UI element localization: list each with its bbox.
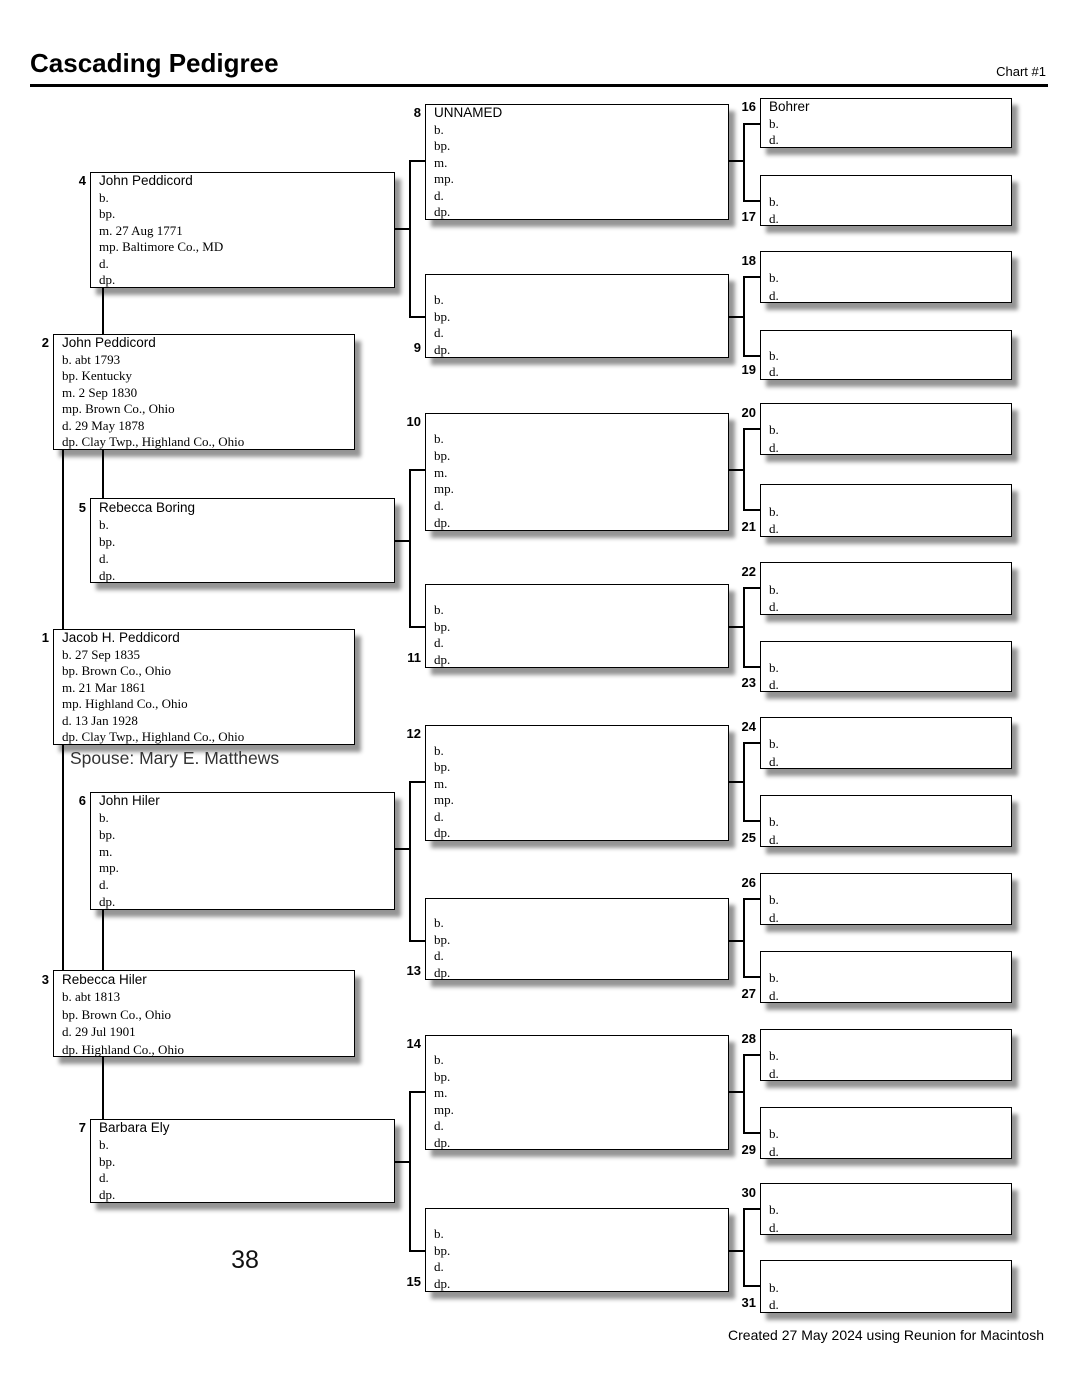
footer-created-note: Created 27 May 2024 using Reunion for Macintosh [728, 1327, 1044, 1343]
person-field-line: dp. [99, 1187, 116, 1203]
person-field-line: b. [769, 1126, 779, 1142]
person-field-line: b. [769, 581, 779, 597]
person-number-30: 30 [741, 1185, 756, 1200]
person-box-30 [760, 1183, 1012, 1235]
person-field-line: d. [769, 287, 779, 303]
person-field-line: mp. [434, 481, 454, 497]
descent-line [102, 910, 104, 970]
person-field-line: b. [769, 1048, 779, 1064]
person-field-line: d. [769, 987, 779, 1003]
mother-stub-line [743, 666, 760, 668]
person-box-6 [90, 792, 395, 910]
child-connector-line [729, 160, 743, 162]
mother-stub-line [743, 200, 760, 202]
mother-stub-line [743, 976, 760, 978]
person-number-17: 17 [741, 209, 756, 224]
person-field-line: m. 2 Sep 1830 [62, 384, 138, 400]
person-number-28: 28 [741, 1031, 756, 1046]
person-field-line: m. 21 Mar 1861 [62, 679, 146, 695]
person-number-14: 14 [406, 1036, 421, 1051]
person-field-line: m. [99, 843, 113, 859]
person-number-10: 10 [406, 414, 421, 429]
person-box-15 [425, 1208, 729, 1292]
person-field-line: dp. [434, 825, 451, 841]
person-field-line: b. [434, 915, 444, 931]
parent-bracket-line [743, 428, 745, 511]
person-box-31 [760, 1260, 1012, 1313]
person-name [761, 485, 1011, 503]
person-number-1: 1 [41, 630, 49, 645]
person-number-5: 5 [78, 500, 86, 515]
person-box-28 [760, 1029, 1012, 1081]
person-box-9 [425, 274, 729, 358]
person-field-line: b. [769, 970, 779, 986]
person-number-16: 16 [741, 99, 756, 114]
person-number-3: 3 [41, 972, 49, 987]
person-box-24 [760, 717, 1012, 769]
person-field-line: d. [769, 1065, 779, 1081]
person-name [761, 796, 1011, 813]
person-number-22: 22 [741, 564, 756, 579]
person-field-line: b. [769, 736, 779, 752]
father-stub-line [743, 428, 760, 430]
person-field-line: d. [434, 1259, 444, 1275]
person-name [761, 176, 1011, 193]
person-field-line: b. [434, 121, 444, 137]
person-field-line: dp. [99, 272, 116, 288]
person-name [761, 563, 1011, 581]
mother-stub-line [743, 509, 760, 511]
person-name [761, 1108, 1011, 1125]
person-field-line: b. [99, 517, 109, 532]
father-stub-line [409, 160, 425, 162]
person-box-17 [760, 175, 1012, 226]
mother-stub-line [409, 626, 425, 628]
person-field-line: d. [769, 521, 779, 537]
person-field-line: d. [769, 364, 779, 380]
person-field-line: d. [769, 132, 779, 148]
person-number-2: 2 [41, 335, 49, 350]
person-name [761, 952, 1011, 969]
father-stub-line [743, 1054, 760, 1056]
person-field-line: d. [769, 753, 779, 769]
person-field-line: b. [99, 1136, 109, 1152]
person-field-line: mp. [434, 1101, 454, 1117]
mother-stub-line [409, 316, 425, 318]
person-field-line: b. [769, 892, 779, 908]
person-name [761, 718, 1011, 735]
person-box-27 [760, 951, 1012, 1003]
child-connector-line [729, 626, 743, 628]
child-connector-line [729, 940, 743, 942]
descent-line [102, 1057, 104, 1119]
person-field-line: d. [769, 677, 779, 692]
person-field-line: d. [99, 877, 109, 893]
child-connector-line [729, 316, 743, 318]
parent-bracket-line [409, 781, 411, 942]
person-box-10 [425, 413, 729, 531]
person-box-19 [760, 330, 1012, 380]
parent-bracket-line [409, 469, 411, 628]
father-stub-line [743, 587, 760, 589]
person-box-23 [760, 641, 1012, 692]
person-field-line: dp. [434, 652, 451, 668]
person-name [426, 1209, 728, 1226]
person-field-line: bp. [434, 931, 451, 947]
father-stub-line [743, 123, 760, 125]
mother-stub-line [743, 820, 760, 822]
person-field-line: dp. [99, 894, 116, 910]
person-field-line: dp. [434, 342, 451, 358]
person-field-line: mp. [99, 860, 119, 876]
person-name [426, 1036, 728, 1052]
person-number-11: 11 [407, 650, 421, 666]
person-field-line: bp. [99, 534, 116, 549]
person-field-line: dp. [434, 964, 451, 980]
person-field-line: d. [99, 255, 109, 271]
person-box-11 [425, 584, 729, 668]
child-connector-line [395, 848, 409, 850]
child-connector-line [729, 781, 743, 783]
person-field-line: d. 29 Jul 1901 [62, 1024, 136, 1040]
person-name [426, 275, 728, 292]
person-box-21 [760, 484, 1012, 537]
father-stub-line [743, 898, 760, 900]
person-field-line: b. [434, 601, 444, 617]
person-field-line: bp. [99, 206, 116, 222]
person-number-26: 26 [741, 875, 756, 890]
person-number-21: 21 [741, 519, 756, 535]
parent-bracket-line [409, 160, 411, 318]
person-field-line: b. 27 Sep 1835 [62, 646, 140, 662]
person-field-line: b. [769, 814, 779, 830]
mother-stub-line [743, 1132, 760, 1134]
mother-stub-line [743, 1285, 760, 1287]
person-number-20: 20 [741, 405, 756, 420]
person-number-13: 13 [406, 962, 421, 978]
person-field-line: dp. [434, 1276, 451, 1292]
person-field-line: b. [434, 1052, 444, 1068]
person-field-line: d. [434, 1118, 444, 1134]
person-name: Rebecca Boring [99, 500, 196, 515]
person-field-line: m. [434, 464, 448, 480]
person-field-line: mp. [434, 171, 454, 187]
person-box-3 [53, 970, 355, 1057]
descent-line [102, 288, 104, 334]
person-box-14 [425, 1035, 729, 1150]
parent-bracket-line [743, 1208, 745, 1287]
person-name [761, 1030, 1011, 1047]
person-field-line: bp. [434, 308, 451, 324]
person-name [426, 726, 728, 743]
person-name [426, 414, 728, 431]
person-field-line: b. [769, 347, 779, 363]
person-name [761, 252, 1011, 269]
person-field-line: bp. [434, 618, 451, 634]
person-box-25 [760, 795, 1012, 847]
person-number-29: 29 [741, 1141, 756, 1157]
person-field-line: d. [769, 1143, 779, 1159]
person-box-4 [90, 172, 395, 288]
person-field-line: d. 13 Jan 1928 [62, 712, 138, 728]
person-field-line: dp. [434, 515, 451, 531]
person-field-line: b. [434, 291, 444, 307]
child-connector-line [395, 540, 409, 542]
person-field-line: mp. [434, 792, 454, 808]
person-field-line: d. [434, 635, 444, 651]
person-name: Bohrer [769, 99, 810, 114]
person-name [761, 331, 1011, 348]
person-field-line: bp. [434, 138, 451, 154]
person-field-line: mp. Highland Co., Ohio [62, 696, 188, 712]
person-field-line: mp. Baltimore Co., MD [99, 239, 224, 255]
person-number-27: 27 [741, 985, 756, 1001]
person-field-line: mp. Brown Co., Ohio [62, 401, 175, 417]
person-box-13 [425, 898, 729, 980]
person-name [426, 899, 728, 915]
person-name: John Peddicord [62, 335, 156, 350]
person-name: Jacob H. Peddicord [62, 630, 180, 645]
child-connector-line [395, 1161, 409, 1163]
person-field-line: b. [769, 115, 779, 131]
person-field-line: bp. [434, 447, 451, 463]
page-title: Cascading Pedigree [30, 48, 279, 78]
person-field-line: b. [769, 194, 779, 209]
father-stub-line [409, 1091, 425, 1093]
person-field-line: dp. Clay Twp., Highland Co., Ohio [62, 729, 245, 745]
person-field-line: b. [769, 270, 779, 286]
person-field-line: d. [769, 831, 779, 847]
person-name [761, 404, 1011, 421]
chart-number-label: Chart #1 [996, 64, 1046, 79]
person-field-line: dp. [99, 568, 116, 583]
person-field-line: b. abt 1793 [62, 351, 121, 367]
person-box-8 [425, 104, 729, 220]
father-stub-line [743, 276, 760, 278]
person-number-7: 7 [78, 1120, 86, 1135]
person-field-line: d. [434, 948, 444, 964]
person-field-line: d. [434, 808, 444, 824]
person-number-12: 12 [406, 726, 421, 741]
person-field-line: dp. Highland Co., Ohio [62, 1041, 185, 1057]
person-name: John Hiler [99, 793, 160, 808]
person-field-line: d. [434, 325, 444, 341]
person-field-line: d. [769, 439, 779, 455]
person-name [761, 874, 1011, 891]
person-name [761, 1261, 1011, 1279]
father-stub-line [743, 742, 760, 744]
person-box-7 [90, 1119, 395, 1203]
person-field-line: bp. Brown Co., Ohio [62, 1006, 172, 1022]
person-field-line: d. [434, 187, 444, 203]
child-connector-line [729, 469, 743, 471]
spouse-note: Spouse: Mary E. Matthews [70, 748, 280, 768]
person-field-line: b. [99, 809, 109, 825]
person-box-16 [760, 98, 1012, 148]
title-rule [30, 84, 1048, 87]
person-box-20 [760, 403, 1012, 455]
person-box-18 [760, 251, 1012, 303]
person-field-line: dp. [434, 204, 451, 220]
person-field-line: bp. [99, 1153, 116, 1169]
person-field-line: d. [434, 498, 444, 514]
person-field-line: bp. Brown Co., Ohio [62, 663, 172, 679]
person-field-line: b. [434, 430, 444, 446]
person-name [761, 1184, 1011, 1201]
person-number-24: 24 [741, 719, 756, 734]
person-field-line: bp. [434, 1068, 451, 1084]
person-field-line: m. [434, 1085, 448, 1101]
person-field-line: dp. Clay Twp., Highland Co., Ohio [62, 434, 245, 450]
person-field-line: b. [99, 189, 109, 205]
person-field-line: b. abt 1813 [62, 989, 121, 1005]
person-field-line: bp. [99, 826, 116, 842]
parent-bracket-line [743, 276, 745, 357]
person-box-2 [53, 334, 355, 450]
person-field-line: d. [769, 211, 779, 226]
person-number-19: 19 [741, 362, 756, 378]
person-field-line: d. [769, 909, 779, 925]
person-field-line: m. [434, 775, 448, 791]
person-field-line: d. [769, 1219, 779, 1235]
person-box-29 [760, 1107, 1012, 1159]
person-field-line: b. [769, 660, 779, 675]
person-number-6: 6 [78, 793, 86, 808]
person-number-25: 25 [741, 829, 756, 845]
person-field-line: bp. [434, 1242, 451, 1258]
descent-line [102, 450, 104, 498]
person-number-31: 31 [741, 1295, 756, 1311]
person-field-line: d. 29 May 1878 [62, 417, 145, 433]
person-field-line: bp. [434, 759, 451, 775]
person-number-23: 23 [741, 675, 756, 690]
person-name [761, 642, 1011, 659]
person-field-line: dp. [434, 1134, 451, 1150]
person-field-line: b. [769, 1279, 779, 1295]
person-box-5 [90, 498, 395, 583]
person-box-1 [53, 629, 355, 745]
mother-stub-line [409, 1250, 425, 1252]
person-field-line: b. [434, 1225, 444, 1241]
person-name: Barbara Ely [99, 1120, 170, 1135]
parent-bracket-line [743, 1054, 745, 1134]
person-field-line: m. 27 Aug 1771 [99, 222, 183, 238]
child-connector-line [729, 1091, 743, 1093]
person-box-12 [425, 725, 729, 841]
person-number-15: 15 [406, 1274, 421, 1290]
person-box-26 [760, 873, 1012, 925]
person-number-18: 18 [741, 253, 756, 268]
descent-line [62, 745, 64, 970]
parent-bracket-line [743, 123, 745, 202]
person-field-line: b. [769, 422, 779, 438]
parent-bracket-line [743, 898, 745, 978]
mother-stub-line [409, 940, 425, 942]
mother-stub-line [743, 355, 760, 357]
person-field-line: d. [769, 599, 779, 615]
person-field-line: m. [434, 154, 448, 170]
person-field-line: d. [99, 551, 109, 566]
person-name [426, 585, 728, 602]
person-box-22 [760, 562, 1012, 615]
child-connector-line [395, 228, 409, 230]
person-name: UNNAMED [434, 105, 503, 120]
parent-bracket-line [743, 587, 745, 668]
person-field-line: b. [434, 742, 444, 758]
child-connector-line [729, 1250, 743, 1252]
page-number: 38 [231, 1246, 259, 1274]
person-field-line: b. [769, 1202, 779, 1218]
person-field-line: d. [769, 1297, 779, 1313]
descent-line [62, 450, 64, 629]
person-field-line: d. [99, 1170, 109, 1186]
person-field-line: b. [769, 503, 779, 519]
parent-bracket-line [743, 742, 745, 822]
person-name: John Peddicord [99, 173, 193, 188]
person-number-9: 9 [413, 340, 421, 356]
person-number-4: 4 [78, 173, 86, 188]
person-number-8: 8 [413, 105, 421, 120]
father-stub-line [743, 1208, 760, 1210]
person-name: Rebecca Hiler [62, 972, 147, 987]
father-stub-line [409, 469, 425, 471]
parent-bracket-line [409, 1091, 411, 1252]
person-field-line: bp. Kentucky [62, 368, 133, 384]
father-stub-line [409, 781, 425, 783]
